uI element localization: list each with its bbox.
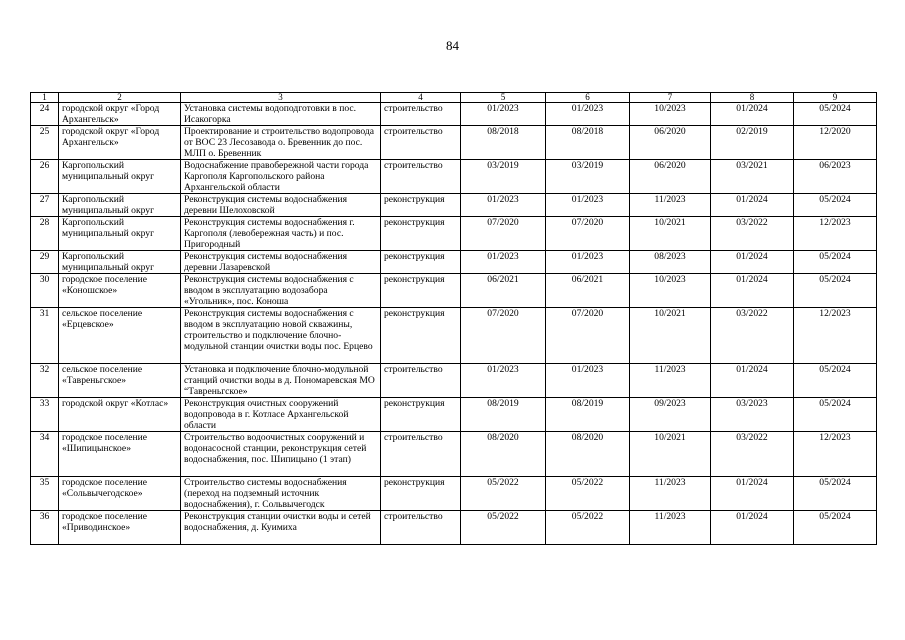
date-cell: 01/2023	[546, 364, 630, 398]
date-cell: 08/2020	[546, 432, 630, 477]
date-cell: 05/2024	[794, 398, 877, 432]
table-row	[31, 103, 877, 126]
date-cell: 05/2024	[794, 274, 877, 308]
object-cell: Установка системы водоподготовки в пос. Исакогорка	[181, 103, 381, 126]
municipality-cell: городской округ «Город Архангельск»	[59, 103, 181, 126]
column-header: 4	[381, 93, 461, 103]
row-number-cell: 31	[31, 308, 59, 364]
municipality-cell: Каргопольский муниципальный округ	[59, 251, 181, 274]
date-cell: 12/2020	[794, 126, 877, 160]
object-cell: Проектирование и строительство водопровода от ВОС 23 Лесозавода о. Бревенник до пос. МЛП о. Бревенник	[181, 126, 381, 160]
municipality-cell: Каргопольский муниципальный округ	[59, 160, 181, 194]
object-cell: Реконструкция системы водоснабжения с вводом в эксплуатацию новой скважины, строительство и подключение блочно-модульной станции очистки воды пос. Ерцево	[181, 308, 381, 364]
date-cell: 10/2023	[630, 274, 711, 308]
date-cell: 01/2024	[711, 364, 794, 398]
table-row	[31, 511, 877, 545]
date-cell: 02/2019	[711, 126, 794, 160]
table-row	[31, 398, 877, 432]
column-header: 8	[711, 93, 794, 103]
work-type-cell: реконструкция	[381, 251, 461, 274]
date-cell: 06/2021	[546, 274, 630, 308]
data-table	[30, 92, 877, 545]
date-cell: 01/2023	[461, 251, 546, 274]
municipality-cell: городское поселение «Коношское»	[59, 274, 181, 308]
table-row	[31, 432, 877, 477]
date-cell: 03/2019	[546, 160, 630, 194]
object-cell: Реконструкция системы водоснабжения деревни Лазаревской	[181, 251, 381, 274]
work-type-cell: строительство	[381, 126, 461, 160]
date-cell: 05/2022	[546, 477, 630, 511]
date-cell: 07/2020	[461, 217, 546, 251]
date-cell: 06/2021	[461, 274, 546, 308]
table-row	[31, 160, 877, 194]
row-number-cell: 32	[31, 364, 59, 398]
table-row	[31, 477, 877, 511]
header-row	[31, 93, 877, 103]
table-row	[31, 308, 877, 364]
date-cell: 11/2023	[630, 511, 711, 545]
object-cell: Реконструкция системы водоснабжения г. Каргополя (левобережная часть) и пос. Пригородный	[181, 217, 381, 251]
municipality-cell: городской округ «Город Архангельск»	[59, 126, 181, 160]
object-cell: Реконструкция очистных сооружений водопровода в г. Котласе Архангельской области	[181, 398, 381, 432]
column-header: 9	[794, 93, 877, 103]
row-number-cell: 34	[31, 432, 59, 477]
date-cell: 07/2020	[546, 308, 630, 364]
table-row	[31, 274, 877, 308]
object-cell: Строительство системы водоснабжения (переход на подземный источник водоснабжения), г. Сольвычегодск	[181, 477, 381, 511]
object-cell: Строительство водоочистных сооружений и водонасосной станции, реконструкция сетей водоснабжения, пос. Шипицыно (1 этап)	[181, 432, 381, 477]
date-cell: 05/2024	[794, 103, 877, 126]
date-cell: 05/2022	[461, 511, 546, 545]
row-number-cell: 25	[31, 126, 59, 160]
date-cell: 01/2023	[461, 364, 546, 398]
work-type-cell: реконструкция	[381, 194, 461, 217]
date-cell: 08/2018	[461, 126, 546, 160]
date-cell: 12/2023	[794, 432, 877, 477]
date-cell: 12/2023	[794, 217, 877, 251]
date-cell: 12/2023	[794, 308, 877, 364]
date-cell: 03/2022	[711, 308, 794, 364]
date-cell: 10/2021	[630, 308, 711, 364]
municipality-cell: городское поселение «Сольвычегодское»	[59, 477, 181, 511]
object-cell: Установка и подключение блочно-модульной станций очистки воды в д. Пономаревская МО “Тавреньгское»	[181, 364, 381, 398]
date-cell: 01/2024	[711, 511, 794, 545]
column-header: 5	[461, 93, 546, 103]
date-cell: 06/2020	[630, 160, 711, 194]
municipality-cell: городское поселение «Шипицынское»	[59, 432, 181, 477]
date-cell: 01/2024	[711, 194, 794, 217]
column-header: 7	[630, 93, 711, 103]
municipality-cell: сельское поселение «Ерцевское»	[59, 308, 181, 364]
date-cell: 08/2020	[461, 432, 546, 477]
date-cell: 01/2023	[546, 251, 630, 274]
work-type-cell: строительство	[381, 364, 461, 398]
date-cell: 06/2023	[794, 160, 877, 194]
date-cell: 08/2019	[546, 398, 630, 432]
municipality-cell: городской округ «Котлас»	[59, 398, 181, 432]
row-number-cell: 30	[31, 274, 59, 308]
date-cell: 07/2020	[461, 308, 546, 364]
work-type-cell: строительство	[381, 160, 461, 194]
page-number: 84	[446, 38, 459, 53]
date-cell: 09/2023	[630, 398, 711, 432]
date-cell: 10/2023	[630, 103, 711, 126]
date-cell: 01/2023	[546, 103, 630, 126]
date-cell: 03/2022	[711, 217, 794, 251]
date-cell: 05/2024	[794, 251, 877, 274]
date-cell: 10/2021	[630, 432, 711, 477]
column-header: 6	[546, 93, 630, 103]
column-header: 2	[59, 93, 181, 103]
row-number-cell: 35	[31, 477, 59, 511]
work-type-cell: реконструкция	[381, 477, 461, 511]
column-header: 3	[181, 93, 381, 103]
table-row	[31, 364, 877, 398]
date-cell: 05/2024	[794, 364, 877, 398]
row-number-cell: 27	[31, 194, 59, 217]
date-cell: 05/2024	[794, 477, 877, 511]
date-cell: 01/2023	[546, 194, 630, 217]
row-number-cell: 36	[31, 511, 59, 545]
date-cell: 03/2019	[461, 160, 546, 194]
date-cell: 01/2024	[711, 251, 794, 274]
table-row	[31, 126, 877, 160]
work-type-cell: строительство	[381, 103, 461, 126]
row-number-cell: 28	[31, 217, 59, 251]
work-type-cell: строительство	[381, 511, 461, 545]
date-cell: 08/2023	[630, 251, 711, 274]
municipality-cell: городское поселение «Приводинское»	[59, 511, 181, 545]
date-cell: 01/2024	[711, 103, 794, 126]
date-cell: 08/2019	[461, 398, 546, 432]
date-cell: 05/2022	[546, 511, 630, 545]
row-number-cell: 33	[31, 398, 59, 432]
municipality-cell: Каргопольский муниципальный округ	[59, 194, 181, 217]
date-cell: 10/2021	[630, 217, 711, 251]
date-cell: 03/2022	[711, 432, 794, 477]
row-number-cell: 26	[31, 160, 59, 194]
date-cell: 11/2023	[630, 364, 711, 398]
date-cell: 05/2024	[794, 194, 877, 217]
column-header: 1	[31, 93, 59, 103]
date-cell: 01/2023	[461, 194, 546, 217]
date-cell: 03/2023	[711, 398, 794, 432]
date-cell: 01/2024	[711, 274, 794, 308]
date-cell: 08/2018	[546, 126, 630, 160]
date-cell: 07/2020	[546, 217, 630, 251]
work-type-cell: строительство	[381, 432, 461, 477]
work-type-cell: реконструкция	[381, 217, 461, 251]
object-cell: Реконструкция системы водоснабжения с вводом в эксплуатацию водозабора «Угольник», пос. Коноша	[181, 274, 381, 308]
work-type-cell: реконструкция	[381, 308, 461, 364]
municipality-cell: сельское поселение «Тавреньгское»	[59, 364, 181, 398]
date-cell: 05/2024	[794, 511, 877, 545]
municipality-cell: Каргопольский муниципальный округ	[59, 217, 181, 251]
date-cell: 03/2021	[711, 160, 794, 194]
table-row	[31, 251, 877, 274]
work-type-cell: реконструкция	[381, 274, 461, 308]
row-number-cell: 29	[31, 251, 59, 274]
date-cell: 11/2023	[630, 194, 711, 217]
date-cell: 06/2020	[630, 126, 711, 160]
object-cell: Реконструкция станции очистки воды и сетей водоснабжения, д. Куимиха	[181, 511, 381, 545]
date-cell: 01/2023	[461, 103, 546, 126]
table-row	[31, 194, 877, 217]
date-cell: 01/2024	[711, 477, 794, 511]
date-cell: 11/2023	[630, 477, 711, 511]
object-cell: Водоснабжение правобережной части города Каргополя Каргопольского района Архангельской области	[181, 160, 381, 194]
row-number-cell: 24	[31, 103, 59, 126]
object-cell: Реконструкция системы водоснабжения деревни Шелоховской	[181, 194, 381, 217]
date-cell: 05/2022	[461, 477, 546, 511]
table-row	[31, 217, 877, 251]
work-type-cell: реконструкция	[381, 398, 461, 432]
